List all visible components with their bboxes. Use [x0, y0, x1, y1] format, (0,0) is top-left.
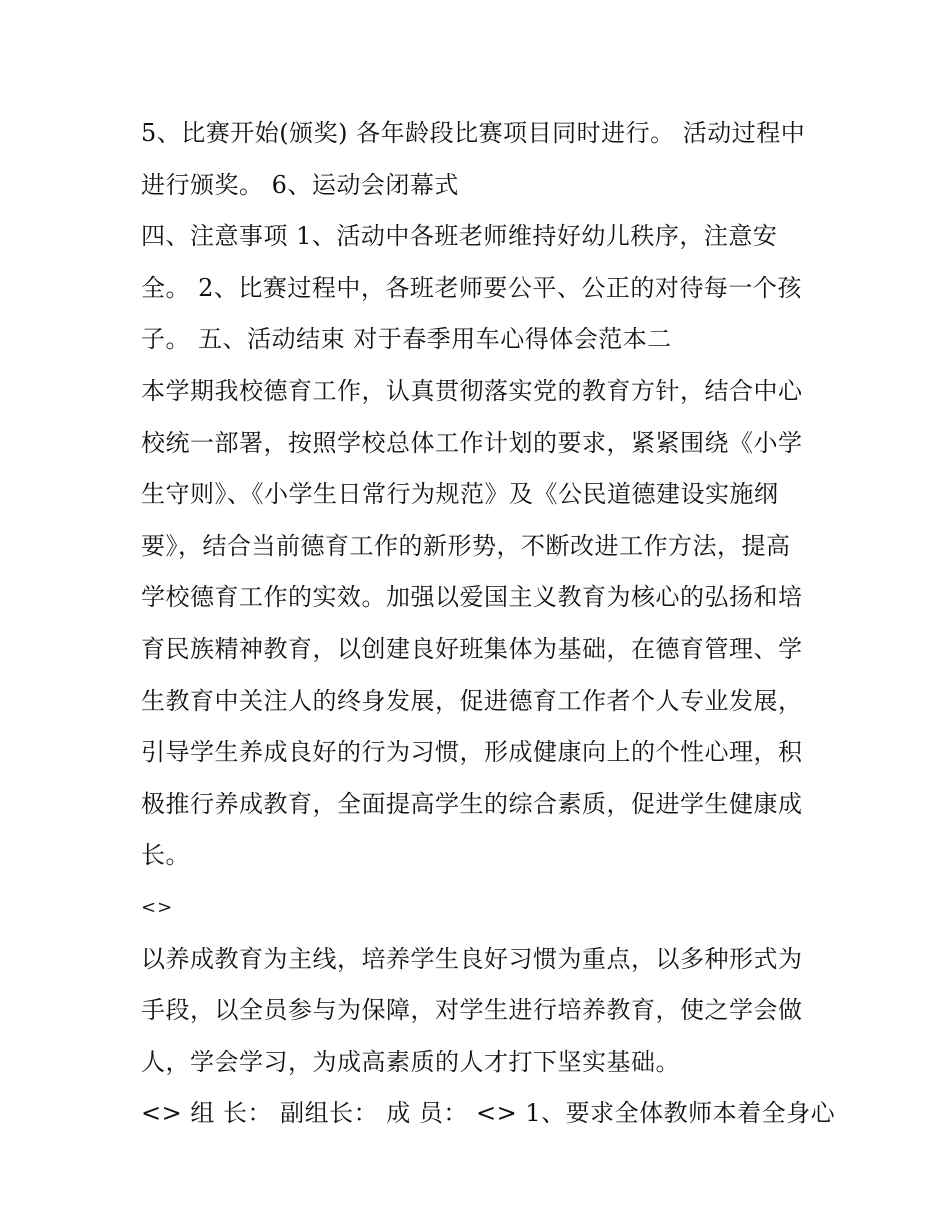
text-line: <>: [141, 896, 174, 918]
document-body: [141, 108, 836, 1140]
text-line: 四、注意事项 1、活动中各班老师维持好幼儿秩序，注意安: [141, 222, 778, 251]
text-line: 育民族精神教育，以创建良好班集体为基础，在德育管理、学: [141, 634, 803, 663]
text-line: 生教育中关注人的终身发展，促进德育工作者个人专业发展，: [141, 686, 803, 715]
text-line: 子。 五、活动结束 对于春季用车心得体会范本二: [141, 325, 672, 354]
text-line: 学校德育工作的实效。加强以爱国主义教育为核心的弘扬和培: [141, 583, 803, 612]
text-line: 本学期我校德育工作，认真贯彻落实党的教育方针，结合中心: [141, 376, 803, 405]
text-line: 进行颁奖。 6、运动会闭幕式: [141, 170, 459, 199]
text-line: 长。: [141, 841, 190, 870]
text-line: 手段，以全员参与为保障，对学生进行培养教育，使之学会做: [141, 996, 803, 1025]
text-line: 5、比赛开始(颁奖) 各年龄段比赛项目同时进行。 活动过程中: [141, 119, 806, 147]
text-line: 引导学生养成良好的行为习惯，形成健康向上的个性心理，积: [141, 738, 803, 767]
text-line: 极推行养成教育，全面提高学生的综合素质，促进学生健康成: [141, 789, 803, 818]
text-line: 全。 2、比赛过程中，各班老师要公平、公正的对待每一个孩: [141, 273, 802, 302]
text-line: 以养成教育为主线，培养学生良好习惯为重点，以多种形式为: [141, 944, 803, 973]
text-line: 人，学会学习，为成高素质的人才打下坚实基础。: [141, 1047, 680, 1076]
text-line: 要》，结合当前德育工作的新形势，不断改进工作方法，提高: [141, 531, 791, 560]
text-line: 校统一部署，按照学校总体工作计划的要求，紧紧围绕《小学: [141, 428, 803, 457]
text-line: 生守则》、《小学生日常行为规范》及《公民道德建设实施纲: [141, 480, 779, 509]
text-line: <> 组 长： 副组长： 成 员： <> 1、要求全体教师本着全身心: [141, 1099, 836, 1128]
